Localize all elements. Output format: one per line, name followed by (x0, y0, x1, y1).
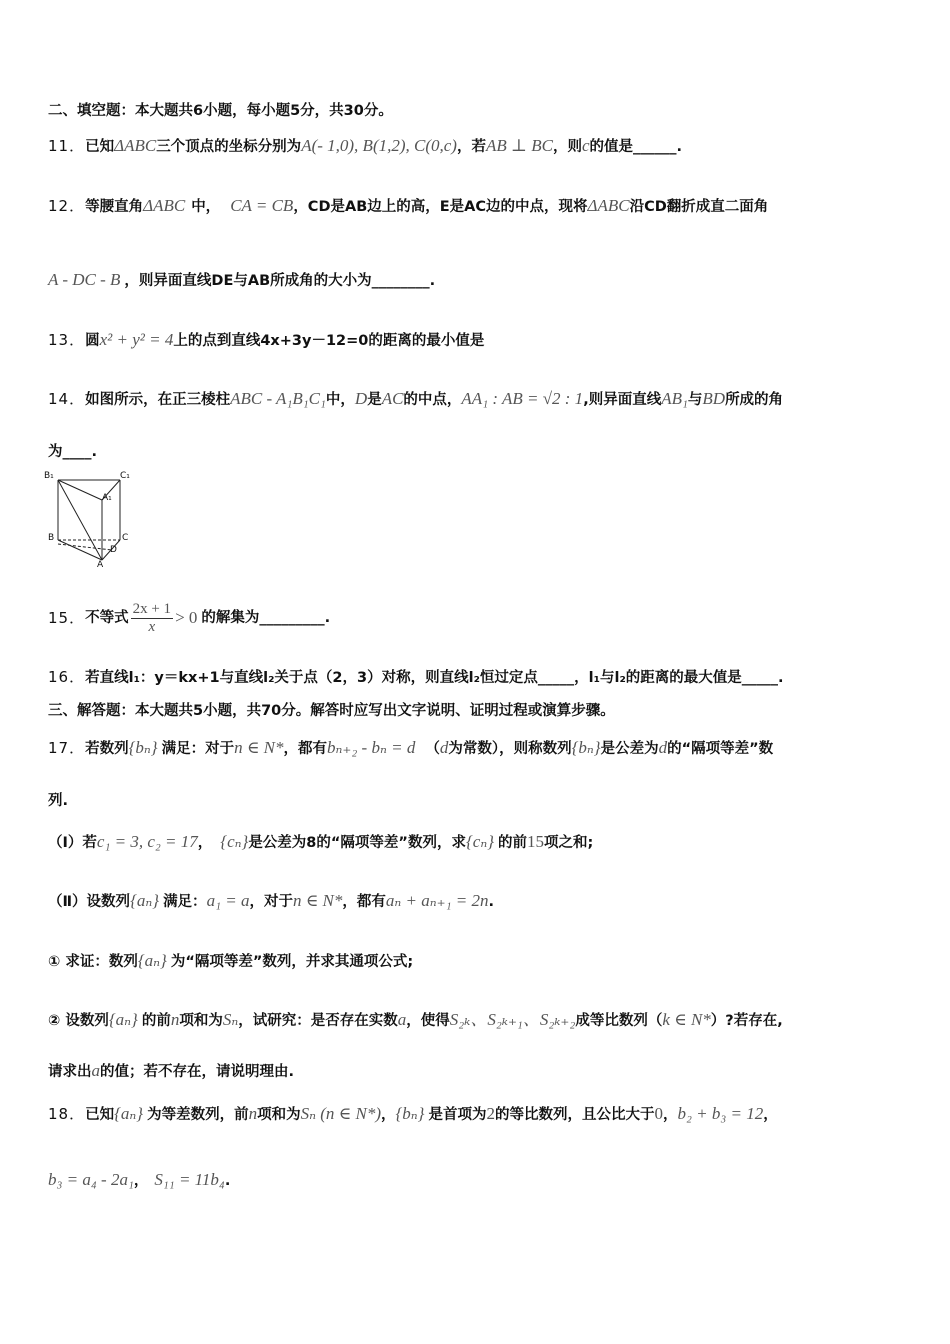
question-number: 12． (48, 197, 86, 215)
math-coords: A(- 1,0), B(1,2), C(0,c) (301, 136, 457, 155)
section-3-header: 三、解答题：本大题共5小题，共70分。解答时应写出文字说明、证明过程或演算步骤。 (48, 703, 615, 719)
question-18: 18．已知{aₙ} 为等差数列，前n项和为Sₙ (n ∈ N*)，{bₙ} 是首项为2的等比数列，且公比大于0，b₂ + b₃ = 12， (48, 1104, 778, 1123)
question-17-part-2-2: ② 设数列{aₙ} 的前n项和为Sₙ，试研究：是否存在实数a，使得S₂ₖ、S₂ₖ₊₁、S₂ₖ₊₂成等比数列（k ∈ N*）?若存在, (48, 1010, 783, 1029)
question-18-cont: b₃ = a₄ - 2a₁， S₁₁ = 11b₄. (48, 1170, 231, 1189)
question-15: 15． 不等式 $\frac{2x + 1}{x}$ > 0 的解集为_________. (48, 600, 331, 635)
question-number: 13． (48, 331, 86, 349)
question-number: 11． (48, 137, 86, 155)
label-d: D (110, 545, 117, 555)
question-number: 14． (48, 390, 86, 408)
question-16: 16．若直线l₁：y＝kx+1与直线l₂关于点（2，3）对称，则直线l₂恒过定点_____，l₁与l₂的距离的最大值是_____. (48, 668, 784, 686)
question-17-part-2-1: ① 求证：数列{aₙ} 为“隔项等差”数列，并求其通项公式; (48, 951, 414, 970)
prism-figure (40, 468, 140, 568)
prism-diagram (40, 468, 140, 568)
math-circle: x² + y² = 4 (99, 330, 174, 349)
math-triangle: ΔABC (114, 136, 157, 155)
question-17: 17．若数列{bₙ} 满足：对于n ∈ N*，都有bₙ₊₂ - bₙ = d （d为常数），则称数列{bₙ}是公差为d的“隔项等差”数 (48, 738, 774, 757)
question-14: 14．如图所示，在正三棱柱ABC - A₁B₁C₁中，D是AC的中点，AA₁ : AB = √2 : 1,则异面直线AB₁与BD所成的角 (48, 389, 784, 408)
question-12-cont: A - DC - B ，则异面直线DE与AB所成角的大小为________. (48, 270, 436, 289)
math-fraction: $\frac{2x + 1}{x}$ (132, 600, 172, 635)
question-11: 11．已知ΔABC三个顶点的坐标分别为A(- 1,0), B(1,2), C(0,c)，若AB ⊥ BC，则c的值是______. (48, 136, 683, 155)
question-number: 18． (48, 1105, 86, 1123)
section-2-header: 二、填空题：本大题共6小题，每小题5分，共30分。 (48, 103, 393, 119)
question-17-cont: 列. (48, 793, 69, 809)
label-c: C (122, 533, 129, 543)
label-b: B (48, 533, 55, 543)
label-a: A (97, 560, 104, 568)
math-dihedral-angle: A - DC - B (48, 270, 121, 289)
label-c1: C₁ (120, 471, 130, 481)
question-17-part-2: （Ⅱ）设数列{aₙ} 满足：a₁ = a，对于n ∈ N*，都有aₙ + aₙ₊₁ = 2n. (48, 891, 495, 910)
question-17-part-1: （Ⅰ）若c₁ = 3, c₂ = 17， {cₙ}是公差为8的“隔项等差”数列，求{cₙ} 的前15项之和; (48, 832, 594, 851)
edge-ba (58, 540, 102, 560)
edge-b1a1 (58, 480, 102, 500)
diagonal-ab1 (58, 480, 102, 560)
question-number: 17． (48, 739, 86, 757)
edge-bd-hidden (58, 544, 112, 550)
label-b1: B₁ (44, 471, 54, 481)
question-number: 15． (48, 609, 86, 627)
question-12: 12．等腰直角ΔABC 中， CA = CB，CD是AB边上的高，E是AC边的中点，现将ΔABC沿CD翻折成直二面角 (48, 196, 769, 215)
question-17-part-2-2-cont: 请求出a的值；若不存在，请说明理由. (48, 1061, 295, 1080)
question-number: 16． (48, 668, 86, 686)
label-a1: A₁ (102, 493, 112, 503)
math-condition: AB ⊥ BC (485, 136, 553, 155)
question-13: 13．圆x² + y² = 4上的点到直线4x+3y－12=0的距离的最小值是 (48, 330, 485, 349)
question-14-cont: 为____. (48, 444, 98, 460)
